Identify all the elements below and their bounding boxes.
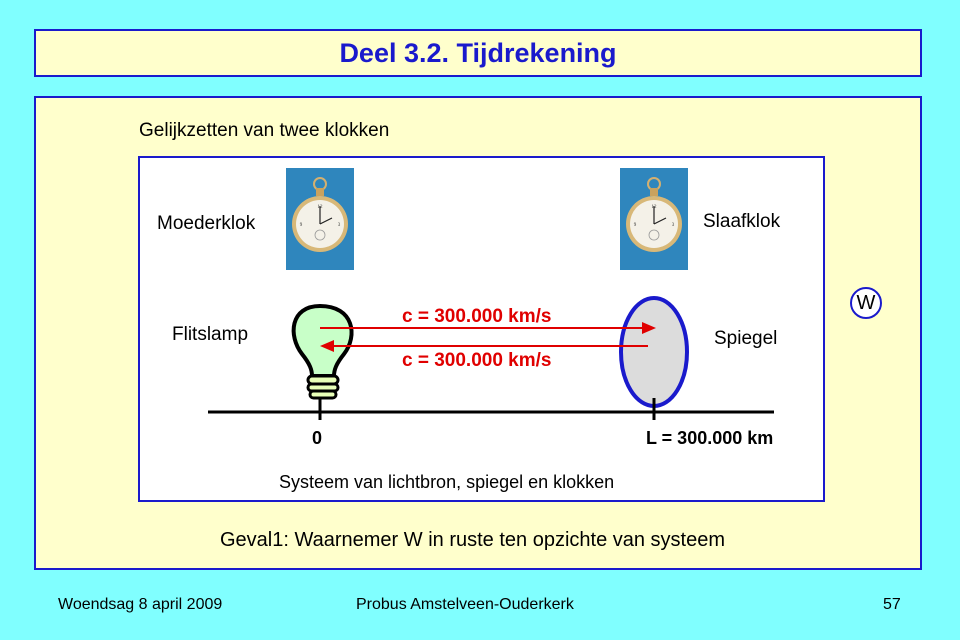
slide-subtitle: Gelijkzetten van twee klokken bbox=[139, 120, 390, 141]
svg-text:3: 3 bbox=[671, 223, 675, 228]
mother-clock-label: Moederklok bbox=[157, 213, 256, 234]
observer-badge bbox=[850, 287, 882, 319]
footer-date: Woendsag 8 april 2009 bbox=[58, 596, 223, 613]
speed-label-back: c = 300.000 km/s bbox=[402, 350, 552, 371]
slide-title: Deel 3.2. Tijdrekening bbox=[339, 37, 617, 68]
svg-text:12: 12 bbox=[651, 205, 657, 210]
footer-page-number: 57 bbox=[883, 596, 901, 613]
svg-text:9: 9 bbox=[633, 223, 637, 228]
speed-label-forward: c = 300.000 km/s bbox=[402, 306, 552, 327]
case-description: Geval1: Waarnemer W in ruste ten opzichte van systeem bbox=[220, 529, 726, 551]
observer-label: W bbox=[856, 291, 876, 314]
mirror-label: Spiegel bbox=[714, 328, 778, 349]
axis-origin-label: 0 bbox=[312, 428, 323, 448]
content-panel bbox=[34, 96, 922, 570]
svg-text:3: 3 bbox=[337, 223, 341, 228]
system-caption: Systeem van lichtbron, spiegel en klokken bbox=[279, 472, 615, 492]
slave-clock-label: Slaafklok bbox=[703, 211, 781, 232]
system-diagram bbox=[138, 156, 825, 502]
svg-text:12: 12 bbox=[317, 205, 323, 210]
flashlamp-label: Flitslamp bbox=[172, 324, 249, 345]
light-bulb-icon bbox=[294, 306, 352, 398]
title-banner bbox=[34, 29, 922, 77]
mirror-icon bbox=[621, 298, 687, 406]
axis-end-label: L = 300.000 km bbox=[646, 428, 774, 448]
svg-text:9: 9 bbox=[299, 223, 303, 228]
footer-organization: Probus Amstelveen-Ouderkerk bbox=[356, 596, 574, 613]
